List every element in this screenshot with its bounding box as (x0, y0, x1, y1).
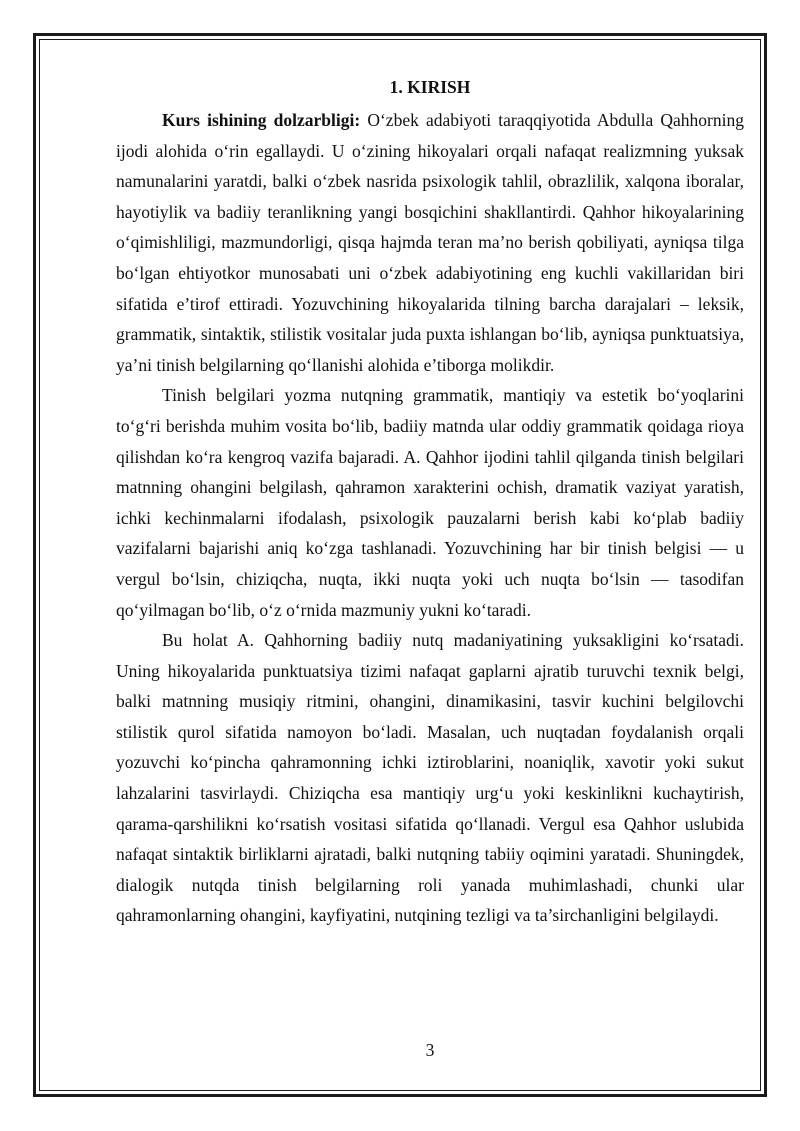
paragraph-text: Bu holat A. Qahhorning badiiy nutq madaniyatining yuksakligini ko‘rsatadi. Uning hikoyalarida punktuatsiya tizimi nafaqat gaplarni ajratib turuvchi texnik belgi, balki matnning musiqiy ritmini, ohangini, dinamikasini, tasvir kuchini belgilovchi stilistik qurol sifatida namoyon bo‘ladi. Masalan, uch nuqtadan foydalanish orqali yozuvchi ko‘pincha qahramonning ichki iztiroblarini, noaniqlik, xavotir yoki sukut lahzalarini tasvirlaydi. Chiziqcha esa mantiqiy urg‘u yoki keskinlikni kuchaytirish, qarama-qarshilikni ko‘rsatish vositasi sifatida qo‘llanadi. Vergul esa Qahhor uslubida nafaqat sintaktik birliklarni ajratadi, balki nutqning tabiiy oqimini yaratadi. Shuningdek, dialogik nutqda tinish belgilarning roli yanada muhimlashadi, chunki ular qahramonlarning ohangini, kayfiyatini, nutqining tezligi va ta’sirchanligini belgilaydi. (116, 630, 744, 926)
page-number: 3 (425, 1040, 435, 1060)
paragraph-lead: Kurs ishining dolzarbligi: (162, 110, 361, 130)
paragraph-speech-culture (116, 625, 744, 931)
document-body (116, 73, 744, 931)
paragraph-relevance (116, 105, 744, 380)
section-heading: 1. KIRISH (389, 77, 471, 97)
paragraph-text: O‘zbek adabiyoti taraqqiyotida Abdulla Qahhorning ijodi alohida o‘rin egallaydi. U o‘zining hikoyalari orqali nafaqat realizmning yuksak namunalarini yaratdi, balki o‘zbek nasrida psixologik tahlil, obrazlilik, xalqona iboralar, hayotiylik va badiiy teranlikning yangi bosqichini shakllantirdi. Qahhor hikoyalarining o‘qimishliligi, mazmundorligi, qisqa hajmda teran ma’no berish qobiliyati, ayniqsa tilga bo‘lgan ehtiyotkor munosabati uni o‘zbek adabiyotining eng kuchli vakillaridan biri sifatida e’tirof ettiradi. Yozuvchining hikoyalarida tilning barcha darajalari – leksik, grammatik, sintaktik, stilistik vositalar juda puxta ishlangan bo‘lib, ayniqsa punktuatsiya, ya’ni tinish belgilarning qo‘llanishi alohida e’tiborga molikdir. (116, 110, 744, 375)
paragraph-text: Tinish belgilari yozma nutqning grammatik, mantiqiy va estetik bo‘yoqlarini to‘g‘ri berishda muhim vosita bo‘lib, badiiy matnda ular oddiy grammatik qoidaga rioya qilishdan ko‘ra kengroq vazifa bajaradi. A. Qahhor ijodini tahlil qilganda tinish belgilari matnning ohangini belgilash, qahramon xarakterini ochish, dramatik vaziyat yaratish, ichki kechinmalarni ifodalash, psixologik pauzalarni berish kabi ko‘plab badiiy vazifalarni bajarishi aniq ko‘zga tashlanadi. Yozuvchining har bir tinish belgisi — u vergul bo‘lsin, chiziqcha, nuqta, ikki nuqta yoki uch nuqta bo‘lsin — tasodifan qo‘yilmagan bo‘lib, o‘z o‘rnida mazmuniy yukni ko‘taradi. (116, 385, 744, 620)
paragraph-punctuation (116, 380, 744, 625)
